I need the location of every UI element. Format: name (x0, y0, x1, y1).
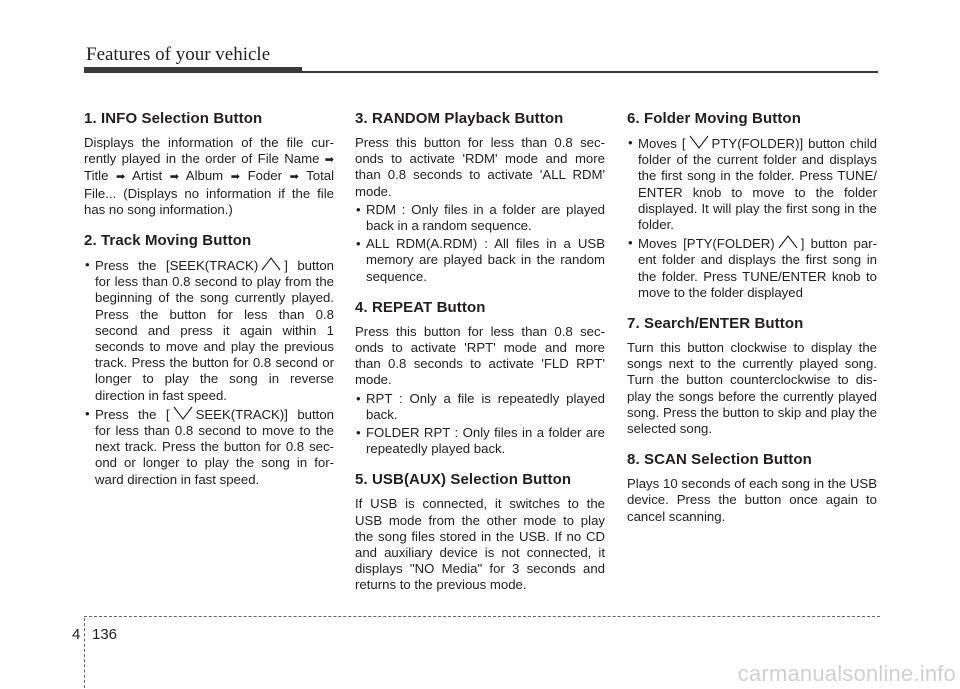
section-title: 7. Search/ENTER Button (627, 315, 804, 333)
text-run: Album (178, 168, 231, 184)
list-item: • RDM : Only files in a folder are played back in a random sequence. (355, 202, 605, 234)
text-run: Artist (125, 168, 170, 184)
section-title: 1. INFO Selection Button (84, 110, 263, 127)
list-item: • ALL RDM(A.RDM) : All files in a USB memory are played back in the random sequence. (355, 236, 605, 285)
column-right (627, 110, 877, 539)
list-item: • FOLDER RPT : Only files in a folder are repeatedly played back. (355, 425, 605, 457)
arrow-right-icon: ➡ (289, 171, 299, 184)
bullet-list (84, 257, 334, 488)
section-scan (627, 451, 877, 525)
text-run: ] button for less than 0.8 second to play from the beginning of the song currently played. Press the button for less than 0.8 second and press it again within 1 seconds to move and play the previous track. Press the button for 0.8 second or longer to play the song in reverse direction in fast speed. (95, 258, 334, 403)
chevron-up-icon (258, 257, 284, 271)
section-body: Press this button for less than 0.8 sec-onds to activate 'RDM' mode and more than 0.8 seconds to activate 'ALL RDM' mode. (355, 135, 605, 199)
text-run: Moves [PTY(FOLDER) (638, 236, 775, 252)
text-run: SEEK(TRACK)] button for less than 0.8 second to move to the next track. Press the button for 0.8 sec-ond or longer to play the song in for-ward direction in fast speed. (95, 406, 334, 487)
text-run: Title (84, 168, 117, 184)
column-left (84, 110, 334, 502)
section-body: If USB is connected, it switches to the USB mode from the other mode to play the song files stored in the USB. If no CD and auxiliary device is not connected, it displays "NO Media" for 3 seconds and returns to the previous mode. (355, 496, 605, 593)
text-run: Press the [SEEK(TRACK) (95, 258, 259, 274)
section-track (84, 232, 334, 488)
list-item (84, 406, 334, 488)
section-random (355, 110, 605, 285)
section-title: 6. Folder Moving Button (627, 110, 801, 127)
text-run: Displays the information of the file cur-rently played in the order of File Name (84, 135, 334, 167)
text-run: ] button par-ent folder and displays the first song in the folder. Press TUNE/ENTER knob to move to the folder displayed (638, 236, 878, 300)
footer-rule (84, 616, 880, 617)
text-run: Foder (239, 168, 290, 184)
section-body: Turn this button clockwise to display the songs next to the currently played song. Turn the button counterclockwise to dis-play the songs before the currently played song. Press the button to skip and play the selected song. (627, 340, 877, 437)
list-item: • RPT : Only a file is repeatedly played back. (355, 391, 605, 423)
bullet-list (627, 135, 877, 301)
section-body (84, 135, 334, 218)
footer-vertical-rule (84, 618, 85, 688)
section-title: 8. SCAN Selection Button (627, 451, 812, 469)
arrow-right-icon: ➡ (169, 171, 179, 184)
section-body: Plays 10 seconds of each song in the USB device. Press the button once again to cancel scanning. (627, 476, 877, 524)
section-repeat (355, 299, 605, 458)
column-middle (355, 110, 605, 608)
text-run: PTY(FOLDER)] button child folder of the current folder and displays the first song in the folder. Press TUNE/ ENTER knob to move to the folder displayed. It will play the first song in the folder. (638, 136, 877, 233)
chapter-number: 4 (72, 626, 81, 643)
arrow-right-icon: ➡ (324, 154, 334, 167)
chevron-down-icon (686, 135, 712, 149)
section-title: 3. RANDOM Playback Button (355, 110, 564, 127)
text-run: Total File... (Displays no information if the file has no song information.) (84, 168, 335, 217)
list-item (627, 135, 877, 233)
page-header-title: Features of your vehicle (86, 44, 271, 65)
list-item (627, 235, 877, 301)
section-title: 2. Track Moving Button (84, 232, 252, 250)
section-search (627, 315, 877, 437)
text-run: Moves [ (638, 136, 686, 151)
chevron-up-icon (775, 235, 801, 249)
bullet-list (355, 202, 605, 285)
bullet-list (355, 391, 605, 458)
arrow-right-icon: ➡ (116, 171, 126, 184)
list-item (84, 257, 334, 404)
chevron-down-icon (170, 406, 196, 420)
section-title: 5. USB(AUX) Selection Button (355, 471, 572, 489)
watermark: carmanualsonline.info (737, 661, 956, 686)
section-title: 4. REPEAT Button (355, 298, 486, 316)
header-rule (84, 71, 878, 73)
page-number: 136 (92, 626, 118, 643)
section-info (84, 110, 334, 218)
section-usb (355, 471, 605, 593)
section-body: Press this button for less than 0.8 sec-onds to activate 'RPT' mode and more than 0.8 seconds to activate 'FLD RPT' mode. (355, 323, 605, 388)
text-run: Press the [ (95, 406, 170, 422)
section-folder (627, 110, 877, 301)
arrow-right-icon: ➡ (230, 171, 240, 184)
